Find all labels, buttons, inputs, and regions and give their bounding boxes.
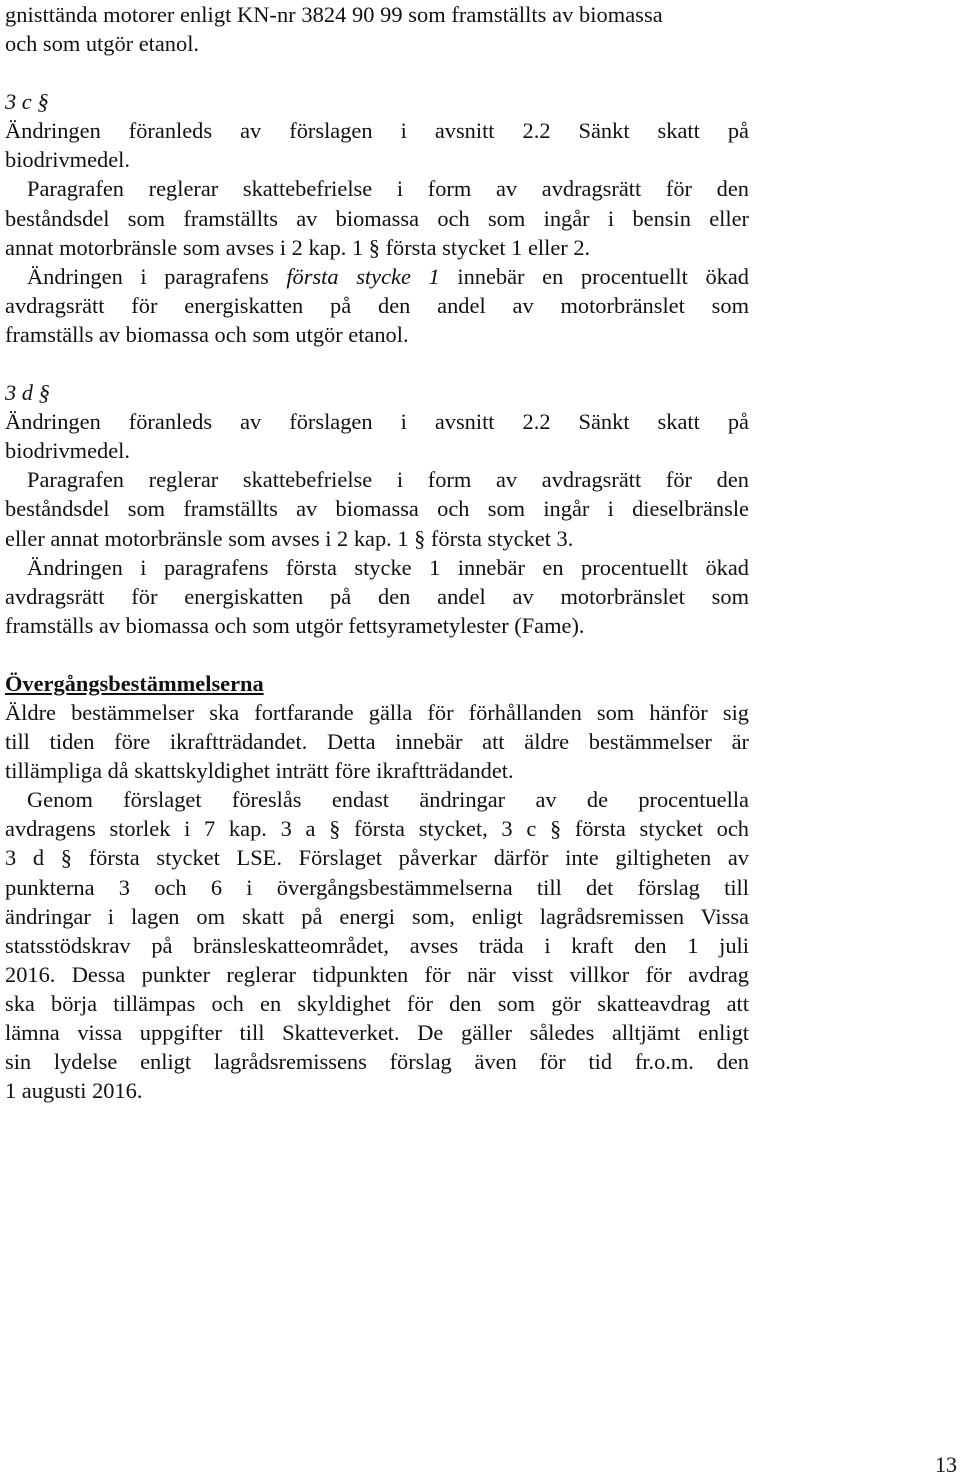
transitional-para1-line-3: tillämpliga då skattskyldighet inträtt före ikraftträdandet. — [5, 758, 514, 784]
section-3c-para2-line-3: framställs av biomassa och som utgör etanol. — [5, 321, 409, 347]
transitional-para2-line-8: ska börja tillämpas och en skyldighet för den som gör skatteavdrag att — [5, 990, 749, 1016]
section-3c — [5, 87, 749, 349]
section-3d-para2-line-1: Ändringen i paragrafens första stycke 1 innebär en procentuellt ökad — [27, 554, 749, 580]
section-3d-para2-line-3: framställs av biomassa och som utgör fettsyrametylester (Fame). — [5, 612, 585, 638]
section-3c-para2-line-1 — [5, 262, 749, 291]
page-number: 13 — [935, 1452, 957, 1477]
spacer — [5, 640, 749, 669]
section-3c-change-line-1: Ändringen föranleds av förslagen i avsnitt 2.2 Sänkt skatt på — [5, 118, 749, 144]
transitional-heading: Övergångsbestämmelserna — [5, 670, 264, 696]
section-3d-title: 3 d § — [5, 380, 50, 406]
section-3c-change-line-2: biodrivmedel. — [5, 147, 130, 173]
section-3d-para1-line-1: Paragrafen reglerar skattebefrielse i form av avdragsrätt för den — [27, 467, 749, 493]
section-3d-para1-line-3: eller annat motorbränsle som avses i 2 kap. 1 § första stycket 3. — [5, 525, 574, 551]
document-page — [5, 0, 749, 1105]
section-3d-change-line-1: Ändringen föranleds av förslagen i avsnitt 2.2 Sänkt skatt på — [5, 409, 749, 435]
transitional-para2-line-9: lämna vissa uppgifter till Skatteverket. De gäller således alltjämt enligt — [5, 1020, 749, 1045]
section-3c-para2-post: innebär en procentuellt ökad — [439, 263, 750, 289]
transitional-para1-line-2: till tiden före ikraftträdandet. Detta innebär att äldre bestämmelser är — [5, 729, 749, 755]
transitional-para2-line-5: ändringar i lagen om skatt på energi som, enligt lagrådsremissen Vissa — [5, 903, 749, 929]
section-3d-para1-line-2: beståndsdel som framställts av biomassa och som ingår i dieselbränsle — [5, 496, 749, 522]
spacer — [5, 349, 749, 378]
transitional-para2-line-2: avdragens storlek i 7 kap. 3 a § första stycket, 3 c § första stycket och — [5, 816, 749, 842]
transitional-para2-line-4: punkterna 3 och 6 i övergångsbestämmelserna till det förslag till — [5, 874, 749, 900]
transitional-para2-line-6: statsstödskrav på bränsleskatteområdet, avses träda i kraft den 1 juli — [5, 932, 749, 958]
section-3c-title: 3 c § — [5, 89, 49, 115]
transitional-para2-line-7: 2016. Dessa punkter reglerar tidpunkten för när visst villkor för avdrag — [5, 961, 749, 987]
spacer — [5, 58, 749, 87]
transitional-para2-line-1: Genom förslaget föreslås endast ändringar av de procentuella — [27, 787, 749, 813]
transitional-para1-line-1: Äldre bestämmelser ska fortfarande gälla för förhållanden som hänför sig — [5, 699, 749, 725]
section-3d — [5, 378, 749, 640]
transitional-section — [5, 669, 749, 1105]
intro-paragraph — [5, 0, 749, 58]
transitional-para2-line-10: sin lydelse enligt lagrådsremissens förslag även för tid fr.o.m. den — [5, 1049, 749, 1075]
intro-line-2: och som utgör etanol. — [5, 31, 200, 57]
section-3c-para1-line-2: beståndsdel som framställts av biomassa och som ingår i bensin eller — [5, 205, 749, 231]
transitional-para2-line-11: 1 augusti 2016. — [5, 1078, 143, 1104]
section-3c-para2-line-2: avdragsrätt för energiskatten på den andel av motorbränslet som — [5, 292, 749, 318]
section-3c-para2-pre: Ändringen i paragrafens — [27, 263, 287, 289]
intro-line-1: gnisttända motorer enligt KN-nr 3824 90 99 som framställts av biomassa — [5, 2, 663, 27]
transitional-para2-line-3: 3 d § första stycket LSE. Förslaget påverkar därför inte giltigheten av — [5, 845, 749, 871]
section-3d-para2-line-2: avdragsrätt för energiskatten på den andel av motorbränslet som — [5, 583, 749, 609]
section-3c-para1-line-1: Paragrafen reglerar skattebefrielse i form av avdragsrätt för den — [27, 176, 749, 202]
section-3d-change-line-2: biodrivmedel. — [5, 438, 130, 464]
section-3c-para2-italic: första stycke 1 — [286, 263, 440, 289]
section-3c-para1-line-3: annat motorbränsle som avses i 2 kap. 1 § första stycket 1 eller 2. — [5, 234, 591, 260]
